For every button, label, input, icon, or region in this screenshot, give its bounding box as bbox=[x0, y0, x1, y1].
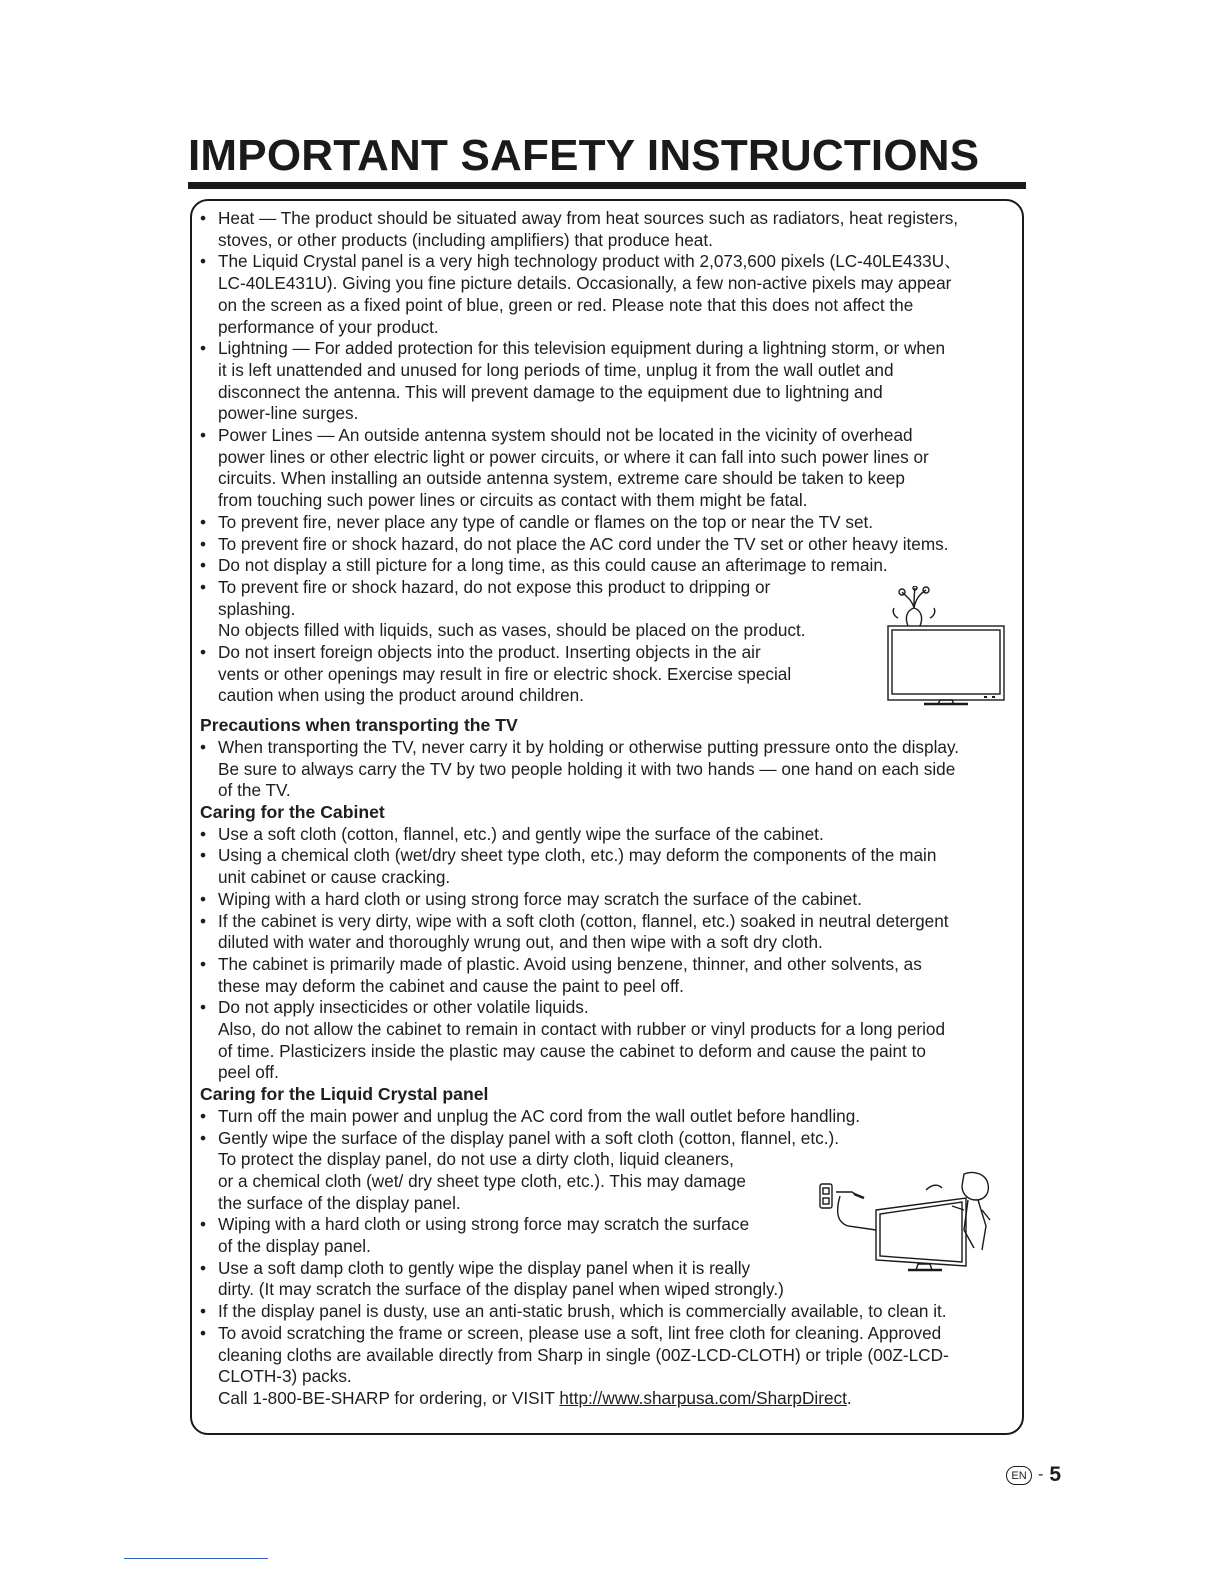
lcd-text: If the display panel is dusty, use an anti-static brush, which is commercially available, to clean it. bbox=[218, 1301, 947, 1322]
cabinet-item bbox=[200, 824, 1024, 846]
lcd-text: dirty. (It may scratch the surface of the display panel when wiped strongly.) bbox=[218, 1279, 784, 1300]
lcd-text: or a chemical cloth (wet/ dry sheet type cloth, etc.). This may damage bbox=[218, 1170, 746, 1191]
cabinet-text: Wiping with a hard cloth or using strong force may scratch the surface of the cabinet. bbox=[218, 888, 862, 909]
bullet: • bbox=[200, 888, 207, 909]
lcd-text: Turn off the main power and unplug the AC cord from the wall outlet before handling. bbox=[218, 1105, 861, 1126]
lcd-text: Wiping with a hard cloth or using strong force may scratch the surface bbox=[218, 1214, 750, 1235]
cabinet-text: Use a soft cloth (cotton, flannel, etc.) and gently wipe the surface of the cabinet. bbox=[218, 823, 824, 844]
bullet: • bbox=[200, 1257, 207, 1278]
title-underline bbox=[188, 182, 1026, 189]
safety-text: circuits. When installing an outside antenna system, extreme care should be taken to keep bbox=[218, 468, 905, 489]
lcd-item bbox=[200, 1323, 1024, 1388]
lcd-text: To protect the display panel, do not use a dirty cloth, liquid cleaners, bbox=[218, 1149, 734, 1170]
safety-text: To prevent fire or shock hazard, do not place the AC cord under the TV set or other heavy items. bbox=[218, 533, 949, 554]
bullet: • bbox=[200, 1322, 207, 1343]
sharp-direct-link[interactable]: http://www.sharpusa.com/SharpDirect bbox=[559, 1387, 847, 1408]
safety-text: from touching such power lines or circuits as contact with them might be fatal. bbox=[218, 490, 808, 511]
bullet: • bbox=[200, 910, 207, 931]
lcd-text: Gently wipe the surface of the display panel with a soft cloth (cotton, flannel, etc.). bbox=[218, 1127, 839, 1148]
bullet: • bbox=[200, 251, 207, 272]
cabinet-item bbox=[200, 889, 1024, 911]
transport-list bbox=[200, 737, 1024, 802]
bullet: • bbox=[200, 642, 207, 663]
bullet: • bbox=[200, 425, 207, 446]
safety-text: performance of your product. bbox=[218, 316, 439, 337]
safety-text: Do not insert foreign objects into the product. Inserting objects in the air bbox=[218, 642, 761, 663]
safety-text: To prevent fire, never place any type of candle or flames on the top or near the TV set. bbox=[218, 511, 874, 532]
safety-item bbox=[200, 208, 1024, 251]
cabinet-text: Using a chemical cloth (wet/dry sheet type cloth, etc.) may deform the components of the main bbox=[218, 845, 937, 866]
lcd-text: cleaning cloths are available directly from Sharp in single (00Z-LCD-CLOTH) or triple (00Z-LCD- bbox=[218, 1344, 949, 1365]
lcd-text: of the display panel. bbox=[218, 1236, 371, 1257]
language-badge: EN bbox=[1006, 1466, 1032, 1485]
safety-text: Heat — The product should be situated away from heat sources such as radiators, heat registers, bbox=[218, 208, 959, 228]
safety-text: stoves, or other products (including amplifiers) that produce heat. bbox=[218, 229, 713, 250]
cabinet-list bbox=[200, 824, 1024, 1084]
section-heading-lcd: Caring for the Liquid Crystal panel bbox=[200, 1084, 489, 1105]
cabinet-text: Also, do not allow the cabinet to remain in contact with rubber or vinyl products for a long period bbox=[218, 1019, 946, 1040]
bullet: • bbox=[200, 511, 207, 532]
cabinet-item bbox=[200, 911, 1024, 954]
transport-text: When transporting the TV, never carry it by holding or otherwise putting pressure onto the display. bbox=[218, 736, 960, 757]
call-suffix: . bbox=[846, 1387, 852, 1408]
cabinet-text: The cabinet is primarily made of plastic. Avoid using benzene, thinner, and other solvents, as bbox=[218, 953, 922, 974]
cabinet-text: diluted with water and thoroughly wrung out, and then wipe with a soft dry cloth. bbox=[218, 932, 823, 953]
safety-text: The Liquid Crystal panel is a very high technology product with 2,073,600 pixels (LC-40LE433U、 bbox=[218, 251, 962, 272]
cabinet-text: unit cabinet or cause cracking. bbox=[218, 867, 451, 888]
transport-text: Be sure to always carry the TV by two people holding it with two hands — one hand on each side bbox=[218, 758, 956, 779]
bullet: • bbox=[200, 1127, 207, 1148]
call-text: Call 1-800-BE-SHARP for ordering, or VISIT bbox=[218, 1387, 560, 1408]
lcd-text: Use a soft damp cloth to gently wipe the display panel when it is really bbox=[218, 1257, 751, 1278]
bullet: • bbox=[200, 823, 207, 844]
cabinet-item bbox=[200, 997, 1024, 1084]
safety-text: splashing. bbox=[218, 598, 296, 619]
safety-item bbox=[200, 534, 1024, 556]
safety-text: on the screen as a fixed point of blue, green or red. Please note that this does not affect the bbox=[218, 294, 914, 315]
safety-text: To prevent fire or shock hazard, do not expose this product to dripping or bbox=[218, 576, 771, 597]
cabinet-text: Do not apply insecticides or other volatile liquids. bbox=[218, 997, 589, 1018]
lcd-text: CLOTH-3) packs. bbox=[218, 1366, 352, 1387]
safety-text: Power Lines — An outside antenna system should not be located in the vicinity of overhead bbox=[218, 425, 913, 446]
lcd-item bbox=[200, 1301, 1024, 1323]
bullet: • bbox=[200, 736, 207, 757]
call-line bbox=[200, 1388, 1024, 1410]
safety-text: caution when using the product around children. bbox=[218, 685, 584, 706]
bullet: • bbox=[200, 845, 207, 866]
lcd-item bbox=[200, 1106, 1024, 1128]
bullet: • bbox=[200, 997, 207, 1018]
transport-text: of the TV. bbox=[218, 780, 291, 801]
person-icon bbox=[962, 1172, 988, 1200]
safety-text: power-line surges. bbox=[218, 403, 359, 424]
section-heading-cabinet: Caring for the Cabinet bbox=[200, 801, 385, 822]
safety-item bbox=[200, 555, 1024, 577]
section-heading-transport: Precautions when transporting the TV bbox=[200, 715, 518, 736]
safety-item bbox=[200, 512, 1024, 534]
bullet: • bbox=[200, 338, 207, 359]
bullet: • bbox=[200, 533, 207, 554]
cabinet-text: of time. Plasticizers inside the plastic may cause the cabinet to deform and cause the paint to bbox=[218, 1040, 926, 1061]
safety-text: LC-40LE431U). Giving you fine picture details. Occasionally, a few non-active pixels may appear bbox=[218, 273, 952, 294]
safety-text: it is left unattended and unused for long periods of time, unplug it from the wall outlet and bbox=[218, 359, 894, 380]
tv-vase-illustration bbox=[884, 586, 1008, 708]
safety-item bbox=[200, 338, 1024, 425]
tv-frame-icon bbox=[888, 626, 1004, 700]
safety-item bbox=[200, 425, 1024, 512]
bullet: • bbox=[200, 1214, 207, 1235]
cabinet-item bbox=[200, 954, 1024, 997]
safety-text: Lightning — For added protection for this television equipment during a lightning storm, or when bbox=[218, 338, 946, 359]
page-title: IMPORTANT SAFETY INSTRUCTIONS bbox=[188, 131, 980, 180]
lcd-text: To avoid scratching the frame or screen, please use a soft, lint free cloth for cleaning. Approved bbox=[218, 1322, 942, 1343]
power-plug-icon bbox=[836, 1192, 876, 1230]
safety-text: vents or other openings may result in fire or electric shock. Exercise special bbox=[218, 663, 792, 684]
safety-text: No objects filled with liquids, such as vases, should be placed on the product. bbox=[218, 620, 806, 641]
page-footer bbox=[1006, 1462, 1061, 1488]
footnote-rule bbox=[124, 1558, 268, 1559]
bullet: • bbox=[200, 576, 207, 597]
tv-cleaning-illustration bbox=[818, 1170, 996, 1278]
bullet: • bbox=[200, 208, 207, 228]
cabinet-text: peel off. bbox=[218, 1062, 279, 1083]
safety-text: disconnect the antenna. This will prevent damage to the equipment due to lightning and bbox=[218, 381, 883, 402]
safety-text: power lines or other electric light or power circuits, or where it can fall into such power lines or bbox=[218, 446, 929, 467]
vase-icon bbox=[906, 608, 921, 626]
bullet: • bbox=[200, 1105, 207, 1126]
page-separator: - bbox=[1038, 1466, 1044, 1483]
bullet: • bbox=[200, 555, 207, 576]
page-number: 5 bbox=[1049, 1463, 1062, 1486]
safety-item bbox=[200, 251, 1024, 338]
cabinet-item bbox=[200, 845, 1024, 888]
safety-text: Do not display a still picture for a long time, as this could cause an afterimage to remain. bbox=[218, 555, 888, 576]
cabinet-text: these may deform the cabinet and cause the paint to peel off. bbox=[218, 975, 684, 996]
lcd-text: the surface of the display panel. bbox=[218, 1192, 461, 1213]
transport-item bbox=[200, 737, 1024, 802]
cabinet-text: If the cabinet is very dirty, wipe with a soft cloth (cotton, flannel, etc.) soaked in neutral detergent bbox=[218, 910, 949, 931]
bullet: • bbox=[200, 953, 207, 974]
bullet: • bbox=[200, 1301, 207, 1322]
